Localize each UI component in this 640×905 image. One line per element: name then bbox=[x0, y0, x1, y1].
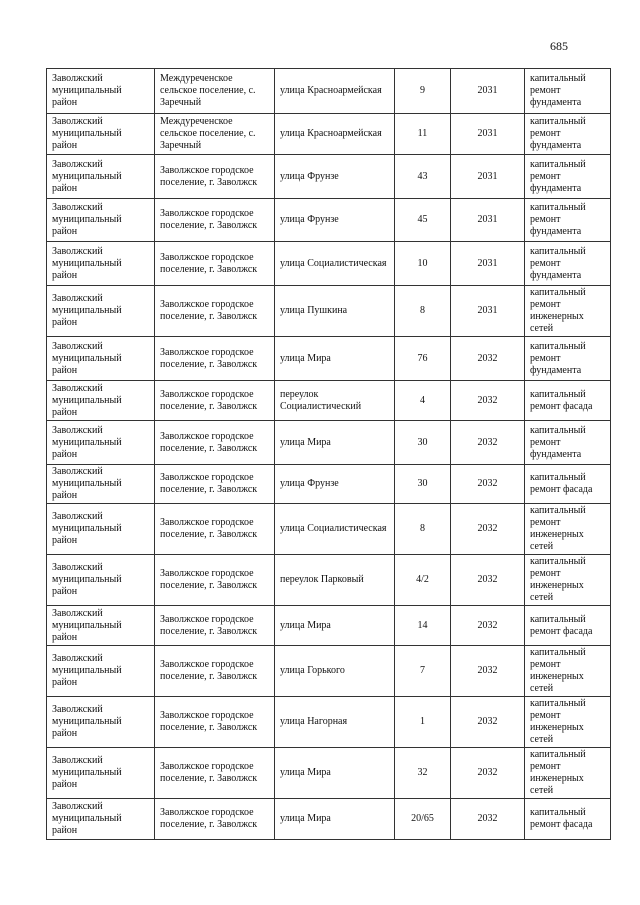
cell-district: Заволжский муниципальный район bbox=[47, 337, 155, 381]
cell-street: улица Фрунзе bbox=[275, 465, 395, 504]
table-row bbox=[47, 646, 611, 697]
cell-settlement: Заволжское городское поселение, г. Заволжск bbox=[155, 504, 275, 555]
cell-house-number: 11 bbox=[395, 114, 451, 155]
cell-district: Заволжский муниципальный район bbox=[47, 748, 155, 799]
cell-work-type: капитальный ремонт фундамента bbox=[525, 114, 611, 155]
cell-year: 2032 bbox=[451, 646, 525, 697]
cell-house-number: 76 bbox=[395, 337, 451, 381]
cell-street: улица Мира bbox=[275, 606, 395, 646]
cell-work-type: капитальный ремонт инженерных сетей bbox=[525, 555, 611, 606]
cell-settlement: Заволжское городское поселение, г. Заволжск bbox=[155, 381, 275, 421]
cell-settlement: Междуреченское сельское поселение, с. Заречный bbox=[155, 114, 275, 155]
cell-settlement: Заволжское городское поселение, г. Заволжск bbox=[155, 242, 275, 286]
repair-schedule-table bbox=[46, 68, 611, 840]
table-row bbox=[47, 606, 611, 646]
cell-house-number: 45 bbox=[395, 199, 451, 242]
cell-district: Заволжский муниципальный район bbox=[47, 555, 155, 606]
cell-district: Заволжский муниципальный район bbox=[47, 114, 155, 155]
table-row bbox=[47, 799, 611, 840]
page-number: 685 bbox=[550, 39, 568, 53]
cell-year: 2032 bbox=[451, 381, 525, 421]
cell-work-type: капитальный ремонт инженерных сетей bbox=[525, 286, 611, 337]
cell-district: Заволжский муниципальный район bbox=[47, 69, 155, 114]
cell-work-type: капитальный ремонт фасада bbox=[525, 606, 611, 646]
cell-house-number: 1 bbox=[395, 697, 451, 748]
cell-street: улица Мира bbox=[275, 748, 395, 799]
table-row bbox=[47, 504, 611, 555]
table-row bbox=[47, 748, 611, 799]
cell-year: 2032 bbox=[451, 337, 525, 381]
cell-settlement: Заволжское городское поселение, г. Заволжск bbox=[155, 465, 275, 504]
cell-district: Заволжский муниципальный район bbox=[47, 155, 155, 199]
cell-house-number: 4 bbox=[395, 381, 451, 421]
cell-settlement: Заволжское городское поселение, г. Заволжск bbox=[155, 799, 275, 840]
cell-work-type: капитальный ремонт фундамента bbox=[525, 337, 611, 381]
cell-settlement: Заволжское городское поселение, г. Заволжск bbox=[155, 555, 275, 606]
cell-year: 2031 bbox=[451, 286, 525, 337]
cell-district: Заволжский муниципальный район bbox=[47, 799, 155, 840]
cell-house-number: 43 bbox=[395, 155, 451, 199]
cell-house-number: 32 bbox=[395, 748, 451, 799]
cell-street: переулок Социалистический bbox=[275, 381, 395, 421]
cell-house-number: 10 bbox=[395, 242, 451, 286]
cell-street: улица Мира bbox=[275, 337, 395, 381]
cell-house-number: 8 bbox=[395, 504, 451, 555]
cell-year: 2032 bbox=[451, 504, 525, 555]
cell-house-number: 7 bbox=[395, 646, 451, 697]
cell-year: 2032 bbox=[451, 555, 525, 606]
cell-district: Заволжский муниципальный район bbox=[47, 199, 155, 242]
cell-street: улица Пушкина bbox=[275, 286, 395, 337]
table-row bbox=[47, 69, 611, 114]
cell-house-number: 8 bbox=[395, 286, 451, 337]
table-row bbox=[47, 286, 611, 337]
cell-district: Заволжский муниципальный район bbox=[47, 242, 155, 286]
cell-street: улица Красноармейская bbox=[275, 69, 395, 114]
cell-work-type: капитальный ремонт фундамента bbox=[525, 69, 611, 114]
cell-work-type: капитальный ремонт фасада bbox=[525, 381, 611, 421]
cell-settlement: Заволжское городское поселение, г. Заволжск bbox=[155, 155, 275, 199]
cell-district: Заволжский муниципальный район bbox=[47, 465, 155, 504]
table-row bbox=[47, 421, 611, 465]
cell-work-type: капитальный ремонт инженерных сетей bbox=[525, 646, 611, 697]
cell-street: улица Социалистическая bbox=[275, 242, 395, 286]
cell-work-type: капитальный ремонт инженерных сетей bbox=[525, 697, 611, 748]
cell-district: Заволжский муниципальный район bbox=[47, 381, 155, 421]
cell-year: 2031 bbox=[451, 242, 525, 286]
cell-street: улица Фрунзе bbox=[275, 199, 395, 242]
cell-settlement: Заволжское городское поселение, г. Заволжск bbox=[155, 421, 275, 465]
cell-street: улица Мира bbox=[275, 799, 395, 840]
table-row bbox=[47, 697, 611, 748]
cell-street: улица Социалистическая bbox=[275, 504, 395, 555]
cell-house-number: 14 bbox=[395, 606, 451, 646]
table-row bbox=[47, 555, 611, 606]
cell-street: переулок Парковый bbox=[275, 555, 395, 606]
table-row bbox=[47, 199, 611, 242]
table-body bbox=[47, 69, 611, 840]
cell-work-type: капитальный ремонт фундамента bbox=[525, 242, 611, 286]
cell-street: улица Нагорная bbox=[275, 697, 395, 748]
table-row bbox=[47, 381, 611, 421]
cell-house-number: 9 bbox=[395, 69, 451, 114]
cell-settlement: Заволжское городское поселение, г. Заволжск bbox=[155, 646, 275, 697]
cell-settlement: Заволжское городское поселение, г. Заволжск bbox=[155, 606, 275, 646]
cell-street: улица Фрунзе bbox=[275, 155, 395, 199]
cell-district: Заволжский муниципальный район bbox=[47, 606, 155, 646]
cell-settlement: Междуреченское сельское поселение, с. Заречный bbox=[155, 69, 275, 114]
cell-district: Заволжский муниципальный район bbox=[47, 504, 155, 555]
cell-year: 2032 bbox=[451, 421, 525, 465]
cell-district: Заволжский муниципальный район bbox=[47, 646, 155, 697]
cell-house-number: 4/2 bbox=[395, 555, 451, 606]
cell-street: улица Горького bbox=[275, 646, 395, 697]
cell-year: 2032 bbox=[451, 697, 525, 748]
cell-settlement: Заволжское городское поселение, г. Заволжск bbox=[155, 748, 275, 799]
cell-settlement: Заволжское городское поселение, г. Заволжск bbox=[155, 697, 275, 748]
cell-year: 2032 bbox=[451, 465, 525, 504]
cell-year: 2032 bbox=[451, 799, 525, 840]
cell-year: 2031 bbox=[451, 114, 525, 155]
cell-settlement: Заволжское городское поселение, г. Заволжск bbox=[155, 199, 275, 242]
cell-district: Заволжский муниципальный район bbox=[47, 697, 155, 748]
cell-house-number: 30 bbox=[395, 421, 451, 465]
table-row bbox=[47, 337, 611, 381]
cell-district: Заволжский муниципальный район bbox=[47, 286, 155, 337]
cell-street: улица Мира bbox=[275, 421, 395, 465]
cell-year: 2031 bbox=[451, 155, 525, 199]
cell-house-number: 20/65 bbox=[395, 799, 451, 840]
table-row bbox=[47, 242, 611, 286]
cell-district: Заволжский муниципальный район bbox=[47, 421, 155, 465]
cell-year: 2031 bbox=[451, 69, 525, 114]
cell-work-type: капитальный ремонт фасада bbox=[525, 465, 611, 504]
cell-work-type: капитальный ремонт фундамента bbox=[525, 421, 611, 465]
cell-work-type: капитальный ремонт фундамента bbox=[525, 155, 611, 199]
cell-work-type: капитальный ремонт фундамента bbox=[525, 199, 611, 242]
table-row bbox=[47, 465, 611, 504]
cell-year: 2032 bbox=[451, 606, 525, 646]
table-row bbox=[47, 114, 611, 155]
cell-work-type: капитальный ремонт инженерных сетей bbox=[525, 504, 611, 555]
cell-year: 2031 bbox=[451, 199, 525, 242]
cell-settlement: Заволжское городское поселение, г. Заволжск bbox=[155, 337, 275, 381]
cell-work-type: капитальный ремонт инженерных сетей bbox=[525, 748, 611, 799]
cell-house-number: 30 bbox=[395, 465, 451, 504]
cell-street: улица Красноармейская bbox=[275, 114, 395, 155]
cell-work-type: капитальный ремонт фасада bbox=[525, 799, 611, 840]
cell-settlement: Заволжское городское поселение, г. Заволжск bbox=[155, 286, 275, 337]
table-row bbox=[47, 155, 611, 199]
cell-year: 2032 bbox=[451, 748, 525, 799]
